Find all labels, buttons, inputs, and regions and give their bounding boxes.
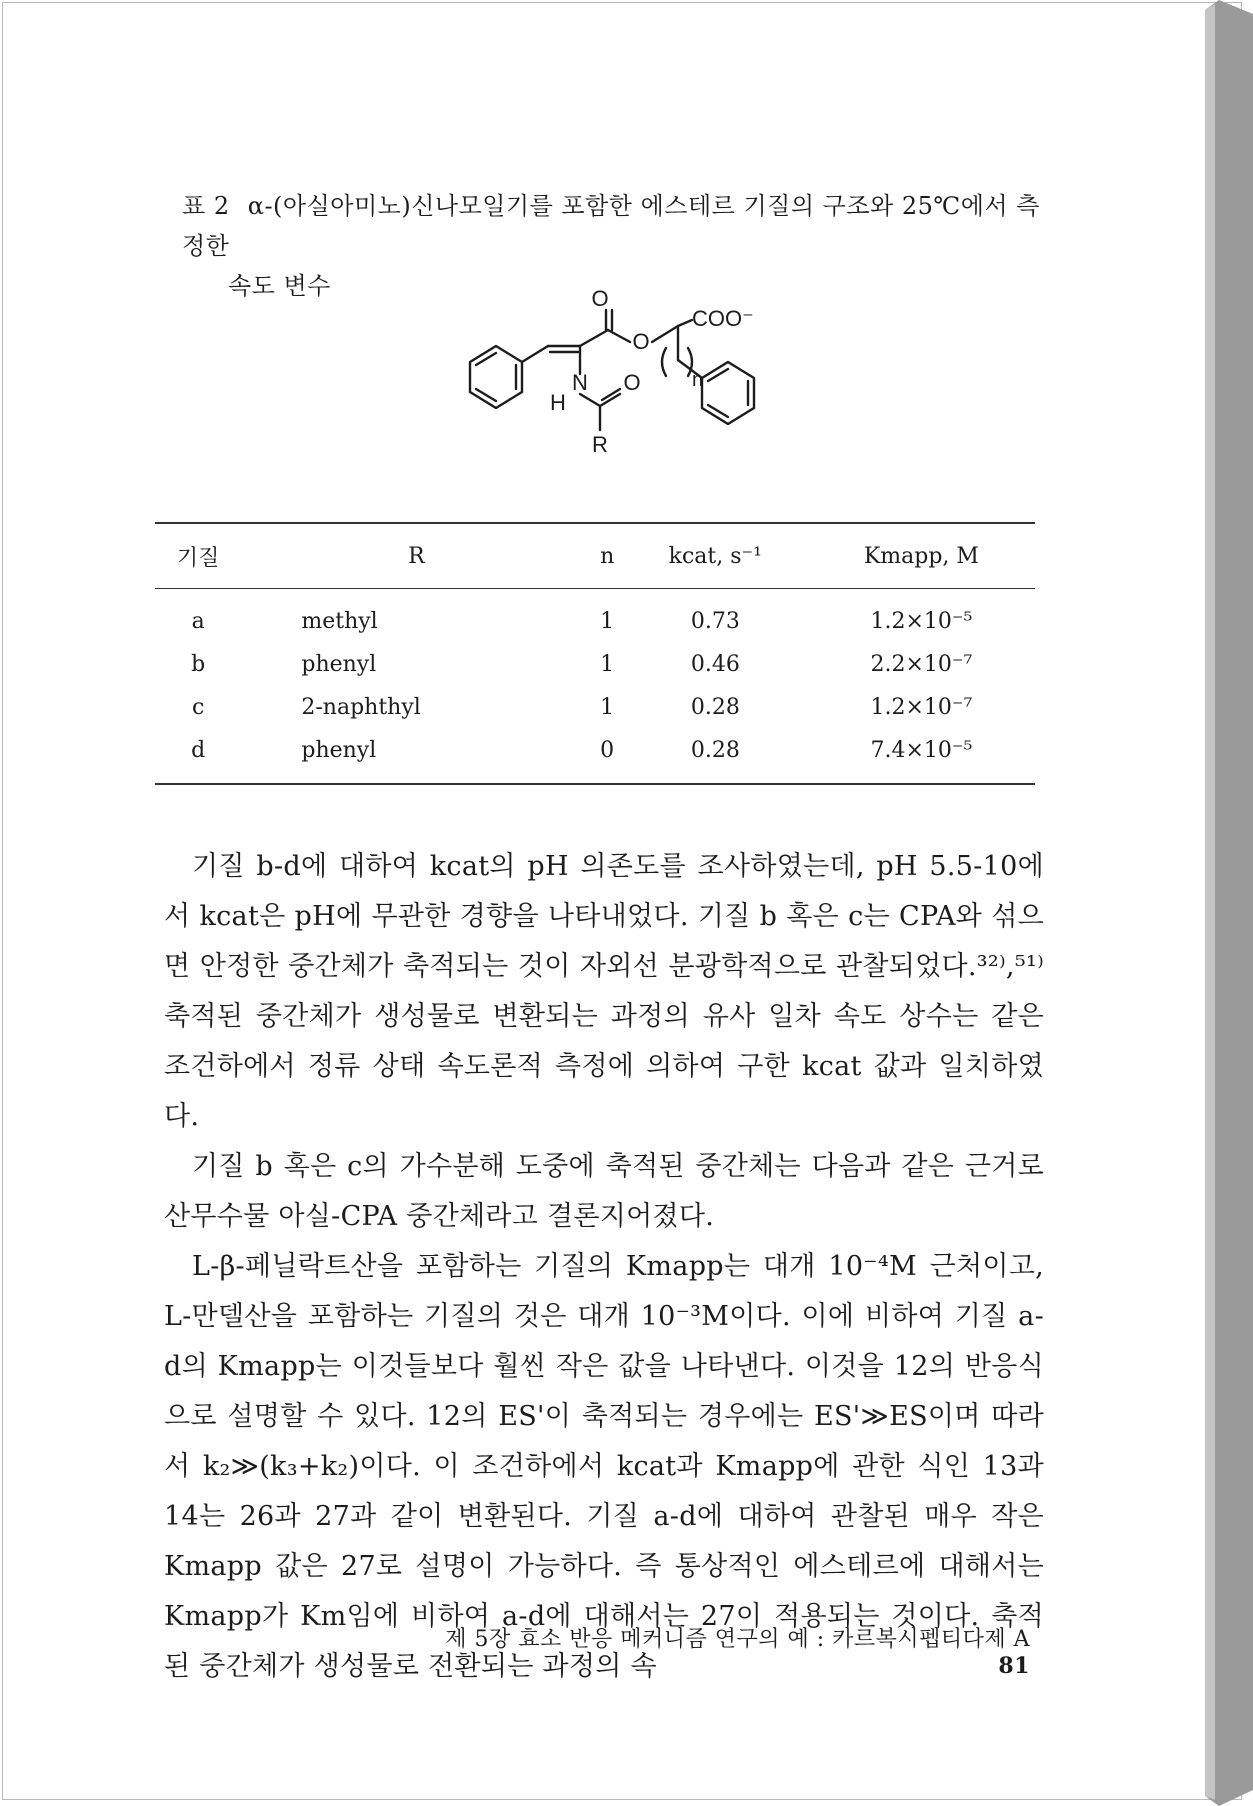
cell-r: phenyl [301,738,377,763]
chemical-structure [430,286,850,498]
cell-n: 0 [600,738,615,763]
page-number: 81 [998,1653,1030,1679]
cell-kmapp: 2.2×10⁻⁷ [870,652,973,677]
atom-h: H [550,390,566,415]
header-substrate: 기질 [176,545,220,571]
paragraph: L-β-페닐락트산을 포함하는 기질의 Kmapp는 대개 10⁻⁴M 근처이고, L-만델산을 포함하는 기질의 것은 대개 10⁻³M이다. 이에 비하여 기질 a-d의 Kmapp는 이것들보다 훨씬 작은 값을 나타낸다. 이것을 12의 반응식으로 설명할 수 있다. 12의 ES'이 축적되는 경우에는 ES'≫ES이며 따라서 k₂≫(k₃+k₂)이다. 이 조건하에서 kcat과 Kmapp에 관한 식인 13과 14는 26과 27과 같이 변환된다. 기질 a-d에 대하여 관찰된 매우 작은 Kmapp 값은 27로 설명이 가능하다. 즉 통상적인 에스테르에 대해서는 Kmapp가 Km임에 비하여 a-d에 대해서는 27이 적용되는 것이다. 축적된 중간체가 생성물로 전환되는 과정의 속 [164,1251,1044,1682]
header-kmapp: Kmapp, M [863,543,979,569]
cell-r: 2-naphthyl [301,695,421,720]
cell-r: methyl [301,609,378,634]
atom-coo: COO⁻ [692,306,754,331]
header-r: R [408,543,425,569]
atom-n-subscript: n [692,369,704,391]
header-n: n [600,543,615,569]
header-kcat: kcat, s⁻¹ [668,543,762,569]
running-footer [390,1622,1030,1679]
cell-kcat: 0.28 [690,738,740,763]
table-row [155,643,1035,686]
body-text [164,842,1044,1692]
cell-kmapp: 7.4×10⁻⁵ [870,738,973,763]
table-row [155,686,1035,729]
table-row [155,729,1035,784]
table-caption [182,186,1062,306]
atom-r: R [592,432,608,457]
table-row [155,589,1035,644]
caption-line-1: α-(아실아미노)신나모일기를 포함한 에스테르 기질의 구조와 25℃에서 측정한 [182,192,1040,260]
atom-o-ester: O [632,329,650,354]
cell-kcat: 0.46 [690,652,740,677]
cell-n: 1 [600,652,615,677]
cell-n: 1 [600,695,615,720]
cell-substrate: a [191,609,205,634]
atom-n: N [572,370,588,395]
atom-o-amide: O [623,370,641,395]
rate-table [155,522,1035,785]
caption-label: 표 2 [182,192,230,220]
cell-substrate: b [191,652,206,677]
page-edge-shadow [1205,0,1253,1806]
cell-substrate: c [192,695,205,720]
cell-substrate: d [191,738,206,763]
cell-r: phenyl [301,652,377,677]
cell-kcat: 0.28 [690,695,740,720]
atom-o-top: O [591,286,609,311]
cell-n: 1 [600,609,615,634]
cell-kcat: 0.73 [690,609,740,634]
paragraph: 기질 b 혹은 c의 가수분해 도중에 축적된 중간체는 다음과 같은 근거로 산무수물 아실-CPA 중간체라고 결론지어졌다. [164,1151,1044,1232]
chapter-title: 제 5장 효소 반응 메커니즘 연구의 예 : 카르복시펩티다제 A [445,1627,1030,1652]
paragraph: 기질 b-d에 대하여 kcat의 pH 의존도를 조사하였는데, pH 5.5-10에서 kcat은 pH에 무관한 경향을 나타내었다. 기질 b 혹은 c는 CPA와 섞으면 안정한 중간체가 축적되는 것이 자외선 분광학적으로 관찰되었다.³²⁾,⁵¹⁾ 축적된 중간체가 생성물로 변환되는 과정의 유사 일차 속도 상수는 같은 조건하에서 정류 상태 속도론적 측정에 의하여 구한 kcat 값과 일치하였다. [164,851,1044,1132]
caption-line-2: 속도 변수 [228,272,331,300]
cell-kmapp: 1.2×10⁻⁷ [870,695,973,720]
cell-kmapp: 1.2×10⁻⁵ [870,609,973,634]
